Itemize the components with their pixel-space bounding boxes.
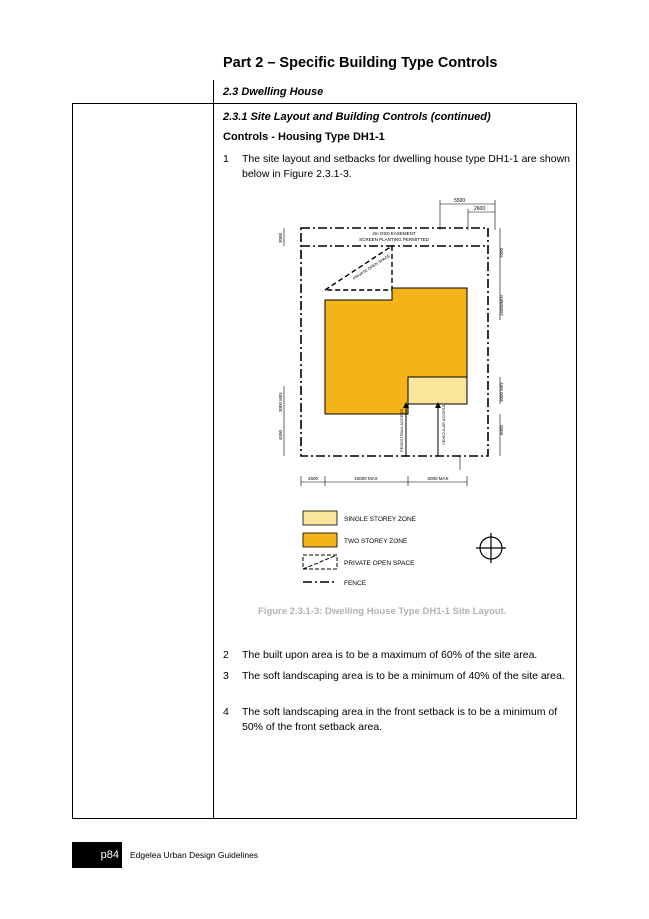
site-layout-figure xyxy=(270,190,530,600)
header-divider xyxy=(213,80,214,103)
list-item xyxy=(223,669,573,684)
footer-title: Edgelea Urban Design Guidelines xyxy=(130,850,259,860)
dim-label: 6000 xyxy=(499,424,504,435)
dim-label: 4500 xyxy=(278,429,283,440)
controls-heading: Controls - Housing Type DH1-1 xyxy=(223,131,385,143)
page-heading: Part 2 – Specific Building Type Controls xyxy=(223,55,498,71)
item-text: The soft landscaping area in the front setback is to be a minimum of 50% of the front setback area. xyxy=(242,706,558,733)
dim-label: 2600 xyxy=(307,476,319,481)
dim-label: 7000 xyxy=(499,247,504,258)
item-number: 2 xyxy=(223,649,229,661)
legend-label: FENCE xyxy=(344,580,367,587)
legend-swatch-single xyxy=(303,511,337,525)
item-text: The soft landscaping area is to be a minimum of 40% of the site area. xyxy=(242,670,565,682)
legend-label: SINGLE STOREY ZONE xyxy=(344,516,417,523)
item-text: The site layout and setbacks for dwelling house type DH1-1 are shown below in Figure 2.3.1-3. xyxy=(242,153,571,180)
vehicular-label: VEHICULAR ACCESS xyxy=(441,404,446,445)
easement-label: SCREEN PLANTING PERMITTED xyxy=(359,237,429,242)
item-text: The built upon area is to be a maximum of 60% of the site area. xyxy=(242,649,538,661)
dim-label: 3000 MIN xyxy=(278,392,283,412)
dim-label: 10000 MAX xyxy=(354,476,378,481)
open-space-zone xyxy=(325,246,392,290)
pedestrian-label: PEDESTRIAN ACCESS xyxy=(399,409,404,452)
dim-label: 15000MIN xyxy=(499,295,504,316)
legend-label: PRIVATE OPEN SPACE xyxy=(344,560,415,567)
list-item xyxy=(223,705,573,735)
dim-label: 3000 MIN xyxy=(499,382,504,402)
dim-label: 3000 xyxy=(278,232,283,243)
subsection-heading: 2.3.1 Site Layout and Building Controls (continued) xyxy=(223,111,491,123)
column-divider xyxy=(213,103,214,819)
easement-label: 2m OSD EASEMENT xyxy=(372,231,416,236)
dim-label: 2600 xyxy=(474,206,486,212)
item-number: 1 xyxy=(223,153,229,165)
legend-swatch-two xyxy=(303,533,337,547)
figure-caption: Figure 2.3.1-3: Dwelling House Type DH1-1 Site Layout. xyxy=(258,606,507,617)
page-number: p84 xyxy=(100,849,119,861)
list-item xyxy=(223,152,573,182)
legend-label: TWO STOREY ZONE xyxy=(344,538,408,545)
list-item xyxy=(223,648,573,663)
legend-hatch xyxy=(303,555,337,569)
dim-label: 5500 xyxy=(454,198,466,204)
single-storey-zone xyxy=(408,377,467,404)
open-space-label: PRIVATE OPEN SPACE xyxy=(351,253,391,281)
section-heading: 2.3 Dwelling House xyxy=(223,86,324,98)
item-number: 3 xyxy=(223,670,229,682)
item-number: 4 xyxy=(223,706,229,718)
dim-label: 5000 MAX xyxy=(427,476,449,481)
